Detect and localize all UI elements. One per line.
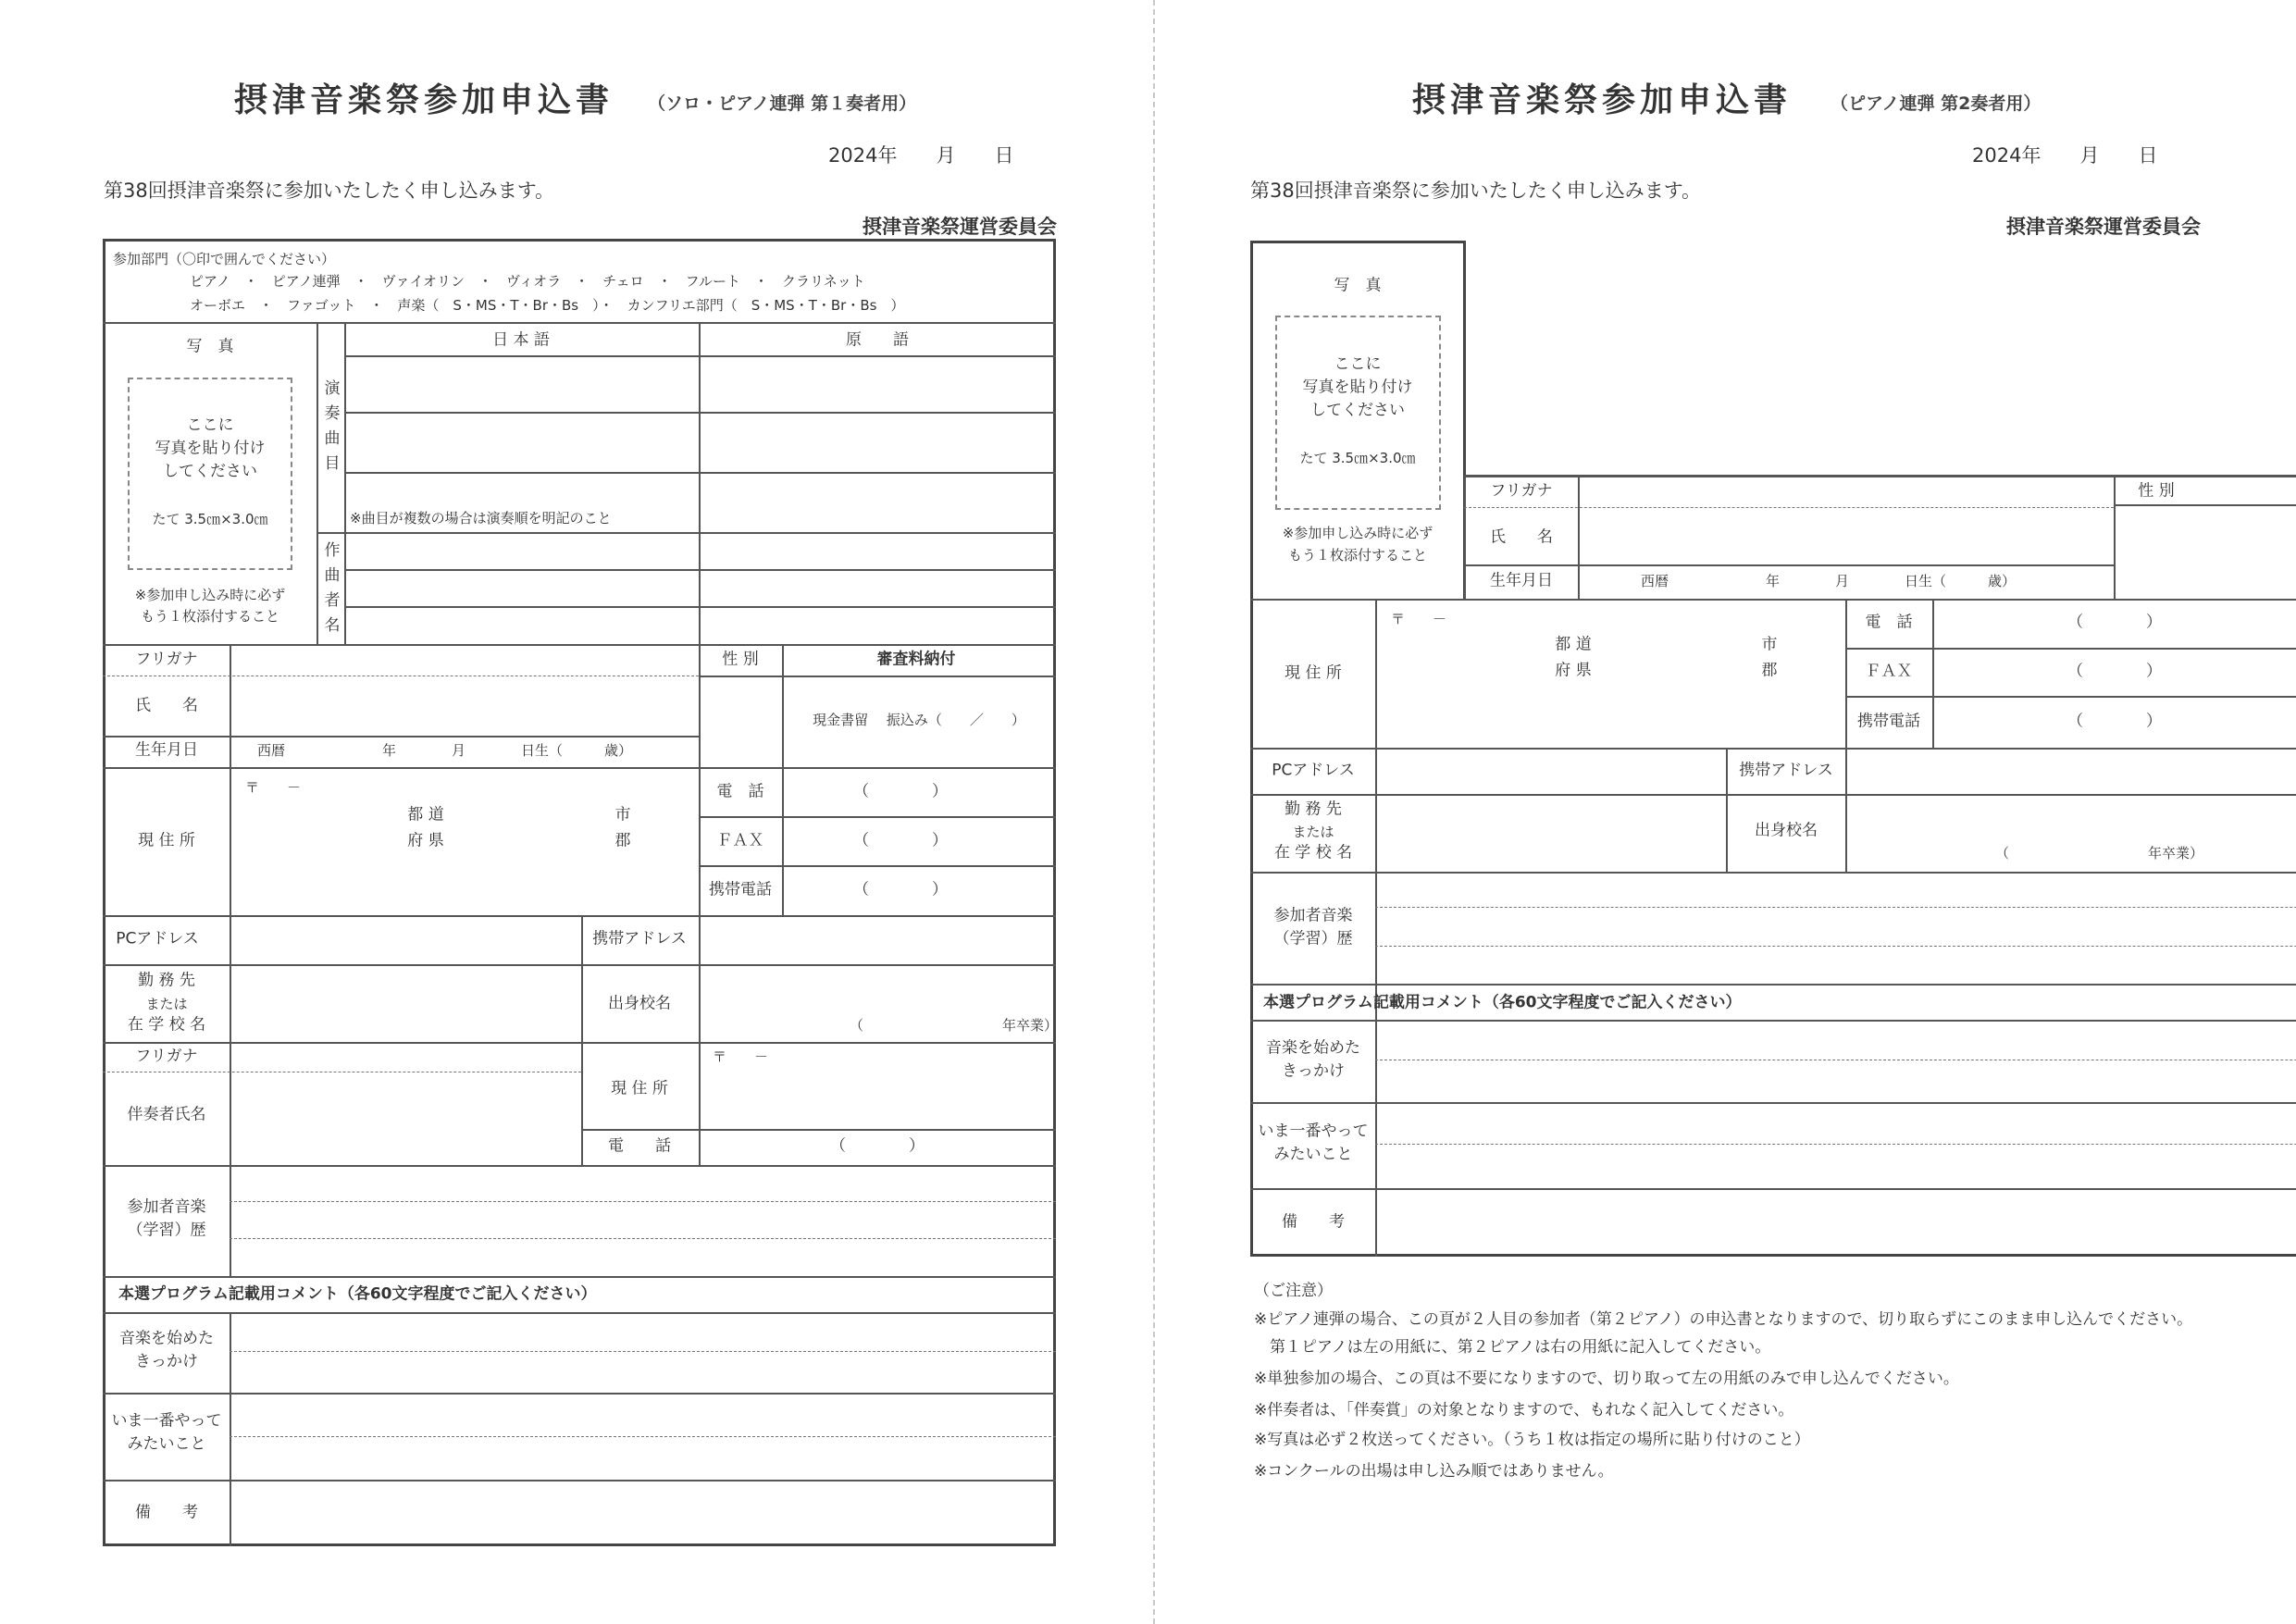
label-start-2: きっかけ: [135, 1352, 198, 1371]
postal-code[interactable]: 〒 －: [1391, 610, 1447, 627]
label-birthdate: 生年月日: [135, 740, 198, 760]
label-work-1: 勤 務 先: [138, 971, 195, 990]
label-want-1: いま一番やって: [111, 1411, 222, 1431]
label-history-1: 参加者音楽: [127, 1197, 206, 1217]
photo-note-2: もう１枚添付すること: [140, 607, 280, 625]
category-label: 参加部門（〇印で囲んでください）: [113, 250, 336, 267]
accompanist-tel-field[interactable]: （ ）: [830, 1136, 925, 1156]
photo-text-3: してください: [163, 462, 257, 481]
photo-text-3: してください: [1310, 401, 1405, 420]
city-label-2: 郡: [614, 831, 631, 850]
label-work-2: または: [145, 995, 188, 1012]
category-options-2[interactable]: オーボエ ・ ファゴット ・ 声楽（ S・MS・T・Br・Bs ）・ カンフリエ部門（ S・MS・T・Br・Bs ）: [190, 296, 905, 314]
photo-header: 写 真: [186, 337, 234, 356]
mobile-field[interactable]: （ ）: [853, 880, 948, 899]
accompanist-postal[interactable]: 〒 －: [713, 1048, 769, 1065]
intro-text: 第38回摂津音楽祭に参加いたしたく申し込みます。: [104, 180, 555, 202]
category-options-1[interactable]: ピアノ ・ ピアノ連弾 ・ ヴァイオリン ・ ヴィオラ ・ チェロ ・ フルート ・ クラリネット: [190, 272, 865, 290]
tel-field[interactable]: （ ）: [2067, 613, 2162, 632]
label-mobile: 携帯電話: [1857, 712, 1920, 731]
note-6: ※コンクールの出場は申し込み順ではありません。: [1254, 1462, 1614, 1481]
label-birthdate: 生年月日: [1490, 571, 1553, 590]
label-address: 現 住 所: [1285, 663, 1342, 683]
form-title: 摂津音楽祭参加申込書: [234, 81, 614, 119]
label-accompanist-address: 現 住 所: [611, 1079, 668, 1098]
tel-field[interactable]: （ ）: [853, 782, 948, 801]
organizer-name: 摂津音楽祭運営委員会: [2006, 216, 2201, 238]
photo-size: たて 3.5㎝×3.0㎝: [1299, 449, 1416, 466]
prefecture-label-2: 府 県: [407, 831, 444, 850]
label-remarks: 備 考: [135, 1503, 198, 1522]
form-table: [1250, 475, 2296, 1257]
label-name: 氏 名: [1490, 527, 1553, 547]
label-want-2: みたいこと: [1273, 1145, 1353, 1164]
label-mobile-address: 携帯アドレス: [1739, 761, 1833, 780]
label-mobile-address: 携帯アドレス: [592, 929, 687, 948]
label-fax: ＦＡＸ: [716, 831, 764, 850]
form-title: 摂津音楽祭参加申込書: [1412, 81, 1793, 119]
label-sex: 性 別: [722, 650, 759, 669]
note-4: ※伴奏者は、「伴奏賞」の対象となりますので、もれなく記入してください。: [1254, 1401, 1794, 1419]
comment-header: 本選プログラム記載用コメント（各60文字程度でご記入ください）: [1263, 993, 1742, 1012]
label-sex: 性 別: [2138, 481, 2175, 501]
right-form-page: [1148, 0, 2296, 1624]
photo-text-2: 写真を貼り付け: [155, 439, 266, 458]
label-want-1: いま一番やって: [1258, 1122, 1369, 1141]
label-start-2: きっかけ: [1282, 1061, 1345, 1081]
note-3: ※単独参加の場合、この頁は不要になりますので、切り取って左の用紙のみで申し込んでください。: [1254, 1370, 1959, 1388]
label-mobile: 携帯電話: [709, 880, 772, 899]
comment-header: 本選プログラム記載用コメント（各60文字程度でご記入ください）: [118, 1284, 597, 1304]
label-history-1: 参加者音楽: [1273, 906, 1353, 925]
label-tel: 電 話: [716, 782, 764, 801]
prefecture-label-1: 都 道: [1555, 635, 1592, 654]
photo-header: 写 真: [1334, 276, 1382, 295]
label-work-1: 勤 務 先: [1285, 800, 1342, 819]
birth-detail[interactable]: 西暦 年 月 日生（ 歳）: [257, 741, 633, 759]
photo-size: たて 3.5㎝×3.0㎝: [152, 510, 268, 527]
label-work-3: 在 学 校 名: [1273, 843, 1353, 862]
label-work-2: または: [1292, 823, 1334, 840]
form-subtitle: （ソロ・ピアノ連弾 第１奏者用）: [648, 93, 917, 114]
label-history-2: （学習）歴: [127, 1221, 206, 1240]
label-school: 出身校名: [608, 994, 671, 1013]
label-school: 出身校名: [1755, 821, 1818, 840]
label-piece: 演奏曲目: [320, 379, 340, 479]
note-1: ※ピアノ連弾の場合、この頁が２人目の参加者（第２ピアノ）の申込書となりますので、切り取らずにこのまま申し込んでください。: [1254, 1310, 2193, 1329]
note-5: ※写真は必ず２枚送ってください。（うち１枚は指定の場所に貼り付けのこと）: [1254, 1431, 1810, 1449]
photo-note-1: ※参加申し込み時に必ず: [1282, 524, 1433, 541]
label-pc-address: PCアドレス: [1272, 761, 1355, 780]
date-field[interactable]: 2024年 月 日: [1972, 144, 2158, 167]
fax-field[interactable]: （ ）: [2067, 662, 2162, 681]
intro-text: 第38回摂津音楽祭に参加いたしたく申し込みます。: [1250, 180, 1702, 202]
label-furigana: フリガナ: [1490, 481, 1553, 501]
label-work-3: 在 学 校 名: [127, 1015, 206, 1035]
label-want-2: みたいこと: [127, 1434, 206, 1454]
graduation-year[interactable]: （ 年卒業）: [850, 1016, 1059, 1034]
city-label-1: 市: [614, 805, 631, 824]
graduation-year[interactable]: （ 年卒業）: [1995, 844, 2204, 862]
photo-note-2: もう１枚添付すること: [1287, 546, 1428, 564]
form-subtitle: （ピアノ連弾 第2奏者用）: [1831, 93, 2042, 114]
label-fax: ＦＡＸ: [1865, 662, 1913, 681]
label-pc-address: PCアドレス: [116, 929, 199, 948]
photo-note-1: ※参加申し込み時に必ず: [134, 586, 286, 603]
fax-field[interactable]: （ ）: [853, 831, 948, 850]
fee-detail[interactable]: 現金書留 振込み（ ／ ）: [813, 711, 1025, 728]
organizer-name: 摂津音楽祭運営委員会: [863, 216, 1057, 238]
label-accompanist-furigana: フリガナ: [135, 1047, 198, 1066]
postal-code[interactable]: 〒 －: [245, 778, 302, 796]
mobile-field[interactable]: （ ）: [2067, 712, 2162, 731]
note-2: 第１ピアノは左の用紙に、第２ピアノは右の用紙に記入してください。: [1254, 1338, 1771, 1357]
label-accompanist-name: 伴奏者氏名: [127, 1105, 206, 1124]
photo-text-1: ここに: [186, 415, 234, 435]
label-accompanist-tel: 電 話: [608, 1136, 671, 1156]
city-label-2: 郡: [1761, 661, 1778, 680]
birth-detail[interactable]: 西暦 年 月 日生（ 歳）: [1641, 572, 2017, 589]
label-history-2: （学習）歴: [1273, 929, 1353, 948]
piece-note: ※曲目が複数の場合は演奏順を明記のこと: [350, 509, 612, 527]
notes-header: （ご注意）: [1254, 1282, 1333, 1300]
piece-col-japanese: 日 本 語: [492, 330, 550, 350]
label-remarks: 備 考: [1282, 1212, 1345, 1232]
label-furigana: フリガナ: [135, 650, 198, 669]
label-composer: 作曲者名: [320, 541, 340, 641]
prefecture-label-2: 府 県: [1555, 661, 1592, 680]
label-name: 氏 名: [135, 696, 198, 715]
prefecture-label-1: 都 道: [407, 805, 444, 824]
photo-text-1: ここに: [1334, 354, 1382, 374]
label-start-1: 音楽を始めた: [1266, 1038, 1360, 1058]
photo-text-2: 写真を貼り付け: [1302, 378, 1413, 397]
date-field[interactable]: 2024年 月 日: [828, 144, 1014, 167]
label-start-1: 音楽を始めた: [119, 1329, 214, 1348]
label-tel: 電 話: [1865, 613, 1913, 632]
label-address: 現 住 所: [138, 831, 195, 850]
piece-col-original: 原 語: [846, 330, 909, 350]
label-fee: 審査料納付: [876, 650, 956, 669]
city-label-1: 市: [1761, 635, 1778, 654]
